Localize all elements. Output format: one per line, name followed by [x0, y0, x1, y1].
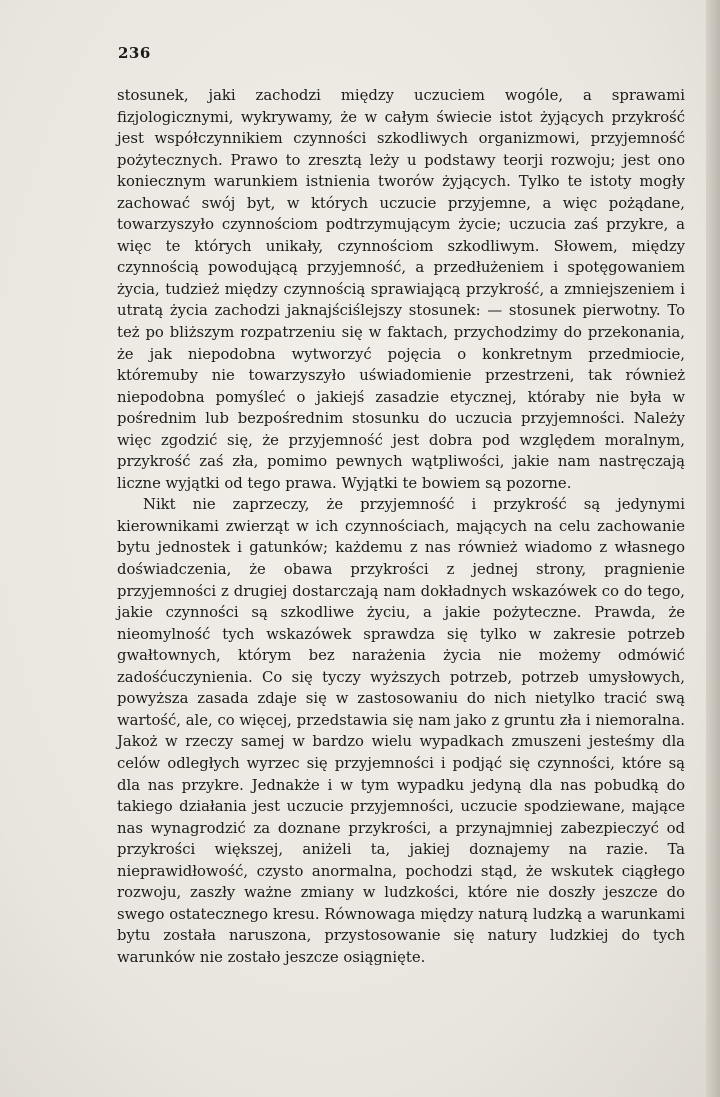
page-number: 236	[118, 44, 151, 62]
paragraph-2: Nikt nie zaprzeczy, że przyjemność i przykrość są jedynymi kierownikami zwierząt w ich czynnościach, mających na celu zachowanie bytu jednostek i gatunków; każdemu z nas również wiadomo z własnego doświadczenia, że obawa przykrości z jednej strony, pragnienie przyjemności z drugiej dostarczają nam dokładnych wskazówek co do tego, jakie czynności są szkodliwe życiu, a jakie pożyteczne. Prawda, że nieomylność tych wskazówek sprawdza się tylko w zakresie potrzeb gwałtownych, którym bez narażenia życia nie możemy odmówić zadośćuczynienia. Co się tyczy wyższych potrzeb, potrzeb umysłowych, powyższa zasada zdaje się w zastosowaniu do nich nietylko tracić swą wartość, ale, co więcej, przedstawia się nam jako z gruntu zła i niemoralna. Jakoż w rzeczy samej w bardzo wielu wypadkach zmuszeni jesteśmy dla celów odległych wyrzec się przyjemności i podjąć się czynności, które są dla nas przykre. Jednakże i w tym wypadku jedyną dla nas pobudką do takiego działania jest uczucie przyjemności, uczucie spodziewane, mające nas wynagrodzić za doznane przykrości, a przynajmniej zabezpieczyć od przykrości większej, aniżeli ta, jakiej doznajemy na razie. Ta nieprawidłowość, czysto anormalna, pochodzi stąd, że wskutek ciągłego rozwoju, zaszły ważne zmiany w ludzkości, które nie doszły jeszcze do swego ostatecznego kresu. Równowaga między naturą ludzką a warunkami bytu została naruszona, przystosowanie się natury ludzkiej do tych warunków nie zostało jeszcze osiągnięte.	[117, 496, 685, 966]
page-edge-shadow	[706, 0, 720, 1097]
paragraph-1: stosunek, jaki zachodzi między uczuciem wogóle, a sprawami fizjologicznymi, wykrywamy, że w całym świecie istot żyjących przykrość jest współczynnikiem czynności szkodliwych organizmowi, przyjemność pożytecznych. Prawo to zresztą leży u podstawy teorji rozwoju; jest ono koniecznym warunkiem istnienia tworów żyjących. Tylko te istoty mogły zachować swój byt, w których uczucie przyjemne, a więc pożądane, towarzyszyło czynnościom podtrzymującym życie; uczucia zaś przykre, a więc te których unikały, czynnościom szkodliwym. Słowem, między czynnością powodującą przyjemność, a przedłużeniem i spotęgowaniem życia, tudzież między czynnością sprawiającą przykrość, a zmniejszeniem i utratą życia zachodzi jaknajściślejszy stosunek: — stosunek pierwotny. To też po bliższym rozpatrzeniu się w faktach, przychodzimy do przekonania, że jak niepodobna wytworzyć pojęcia o konkretnym przedmiocie, któremuby nie towarzyszyło uświadomienie przestrzeni, tak również niepodobna pomyśleć o jakiejś zasadzie etycznej, któraby nie była w pośrednim lub bezpośrednim stosunku do uczucia przyjemności. Należy więc zgodzić się, że przyjemność jest dobra pod względem moralnym, przykrość zaś zła, pomimo pewnych wątpliwości, jakie nam nastręczają liczne wyjątki od tego prawa. Wyjątki te bowiem są pozorne.	[117, 87, 685, 492]
body-text	[117, 85, 685, 968]
